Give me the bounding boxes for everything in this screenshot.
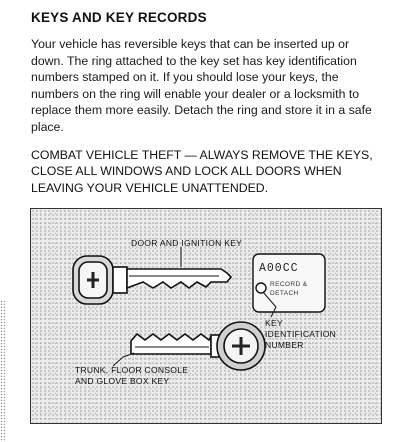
- key-id-label: KEY: [265, 318, 283, 328]
- keys-illustration: [30, 208, 382, 424]
- key-id-label: NUMBER: [265, 340, 304, 350]
- door-ignition-key: [73, 256, 231, 304]
- tag-code: A00CC: [259, 262, 299, 275]
- body-paragraph: Your vehicle has reversible keys that can be inserted up or down. The ring attached to the key set has key identification numbers stamped on it. If you should lose your keys, the numbers on the ring will enable your dealer or a locksmith to replace them more easily. Detach the ring and store it in a safe place.: [31, 37, 372, 134]
- tag-subtext: RECORD &: [270, 281, 308, 288]
- page-edge-noise: [0, 300, 6, 442]
- theft-warning: COMBAT VEHICLE THEFT — ALWAYS REMOVE THE KEYS, CLOSE ALL WINDOWS AND LOCK ALL DOORS WHEN LEAVING YOUR VEHICLE UNATTENDED.: [31, 148, 373, 195]
- trunk-key-label: AND GLOVE BOX KEY: [75, 376, 170, 386]
- tag-subtext: DETACH: [270, 290, 299, 297]
- trunk-key-label: TRUNK, FLOOR CONSOLE: [75, 365, 189, 375]
- key-id-label: IDENTIFICATION: [265, 329, 337, 339]
- door-key-label: DOOR AND IGNITION KEY: [131, 238, 243, 248]
- section-heading: KEYS AND KEY RECORDS: [31, 10, 207, 25]
- trunk-key: [131, 322, 265, 370]
